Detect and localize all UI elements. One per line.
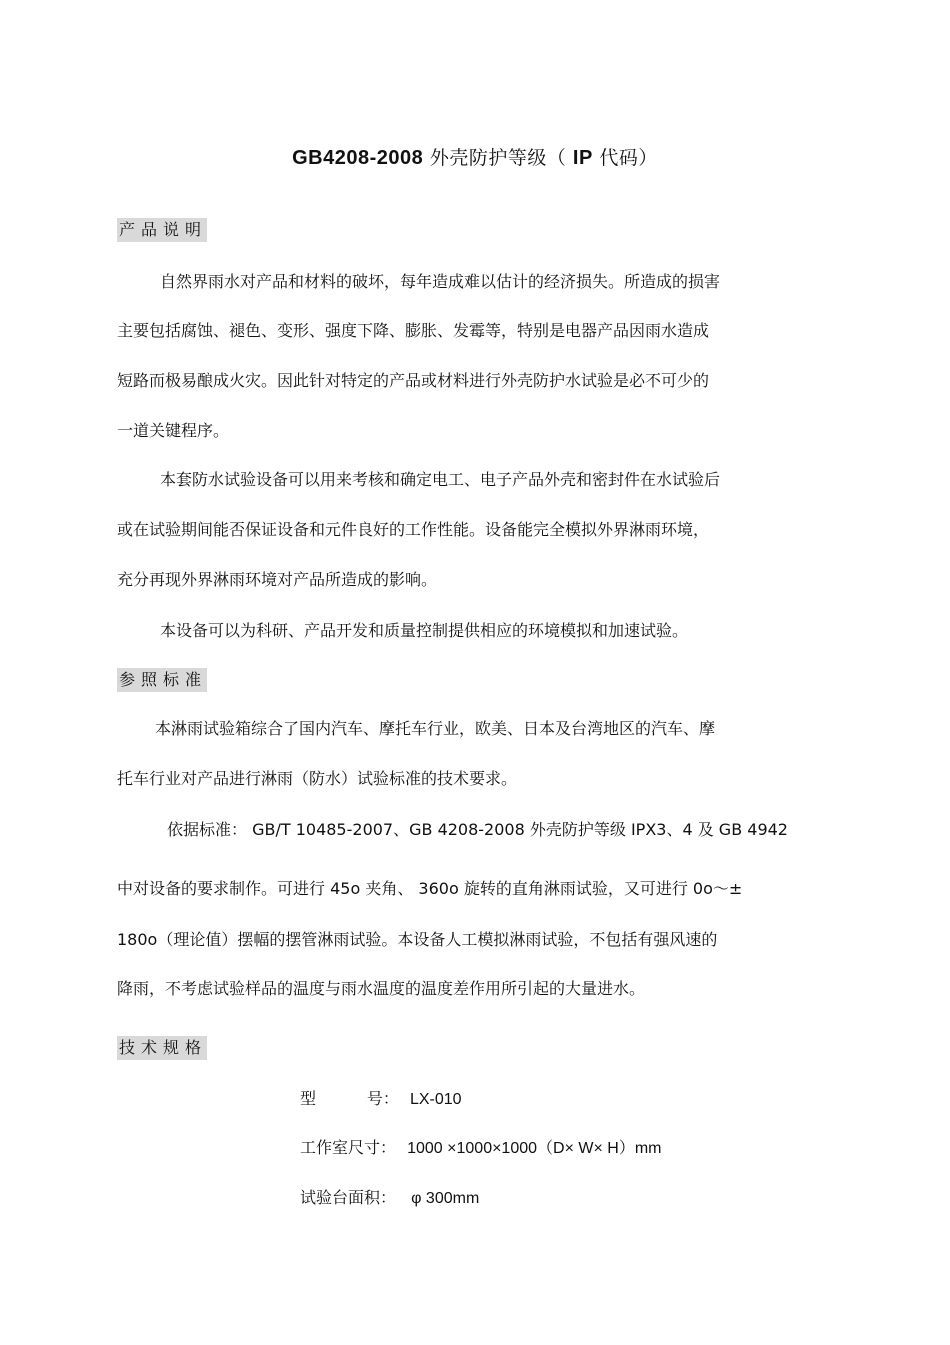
paragraph-line: 本淋雨试验箱综合了国内汽车、摩托车行业，欧美、日本及台湾地区的汽车、摩 [155, 719, 716, 738]
paragraph-line: 依据标准： GB/T 10485-2007、GB 4208-2008 外壳防护等级 IPX3、4 及 GB 4942 [167, 820, 788, 839]
title-text-b: 代码） [599, 147, 658, 169]
spec-row-table-area [300, 1188, 479, 1209]
paragraph-line: 本套防水试验设备可以用来考核和确定电工、电子产品外壳和密封件在水试验后 [160, 470, 721, 489]
spec-label: 型 号： [300, 1089, 399, 1108]
title-ip: IP [572, 147, 593, 169]
title-text-a: 外壳防护等级（ [429, 147, 567, 169]
section-heading-product-desc: 产品说明 [117, 218, 207, 242]
spec-row-chamber-size [300, 1138, 661, 1159]
section-heading-specs: 技术规格 [117, 1036, 207, 1060]
paragraph-line: 主要包括腐蚀、褪色、变形、强度下降、膨胀、发霉等，特别是电器产品因雨水造成 [117, 321, 710, 340]
paragraph-line: 自然界雨水对产品和材料的破坏，每年造成难以估计的经济损失。所造成的损害 [160, 272, 721, 291]
paragraph-line: 充分再现外界淋雨环境对产品所造成的影响。 [117, 570, 438, 589]
spec-label: 试验台面积： [300, 1188, 397, 1207]
paragraph-line: 短路而极易酿成火灾。因此针对特定的产品或材料进行外壳防护水试验是必不可少的 [117, 371, 710, 390]
spec-value: 1000 ×1000×1000（D× W× H）mm [407, 1140, 662, 1157]
page-title [0, 143, 950, 170]
spec-value: φ 300mm [411, 1190, 480, 1207]
section-heading-reference: 参照标准 [117, 668, 207, 692]
paragraph-line: 本设备可以为科研、产品开发和质量控制提供相应的环境模拟和加速试验。 [160, 621, 689, 640]
paragraph-line: 一道关键程序。 [117, 421, 230, 440]
spec-value: LX-010 [409, 1091, 462, 1108]
paragraph-line: 180o（理论值）摆幅的摆管淋雨试验。本设备人工模拟淋雨试验，不包括有强风速的 [117, 930, 718, 949]
paragraph-line: 托车行业对产品进行淋雨（防水）试验标准的技术要求。 [117, 769, 518, 788]
title-code: GB4208-2008 [292, 147, 424, 169]
spec-label: 工作室尺寸： [300, 1138, 397, 1157]
paragraph-line: 或在试验期间能否保证设备和元件良好的工作性能。设备能完全模拟外界淋雨环境， [117, 520, 710, 539]
paragraph-line: 中对设备的要求制作。可进行 45o 夹角、 360o 旋转的直角淋雨试验，又可进行 0o～± [117, 879, 743, 898]
paragraph-line: 降雨，不考虑试验样品的温度与雨水温度的温度差作用所引起的大量进水。 [117, 979, 646, 998]
spec-row-model [300, 1089, 462, 1110]
